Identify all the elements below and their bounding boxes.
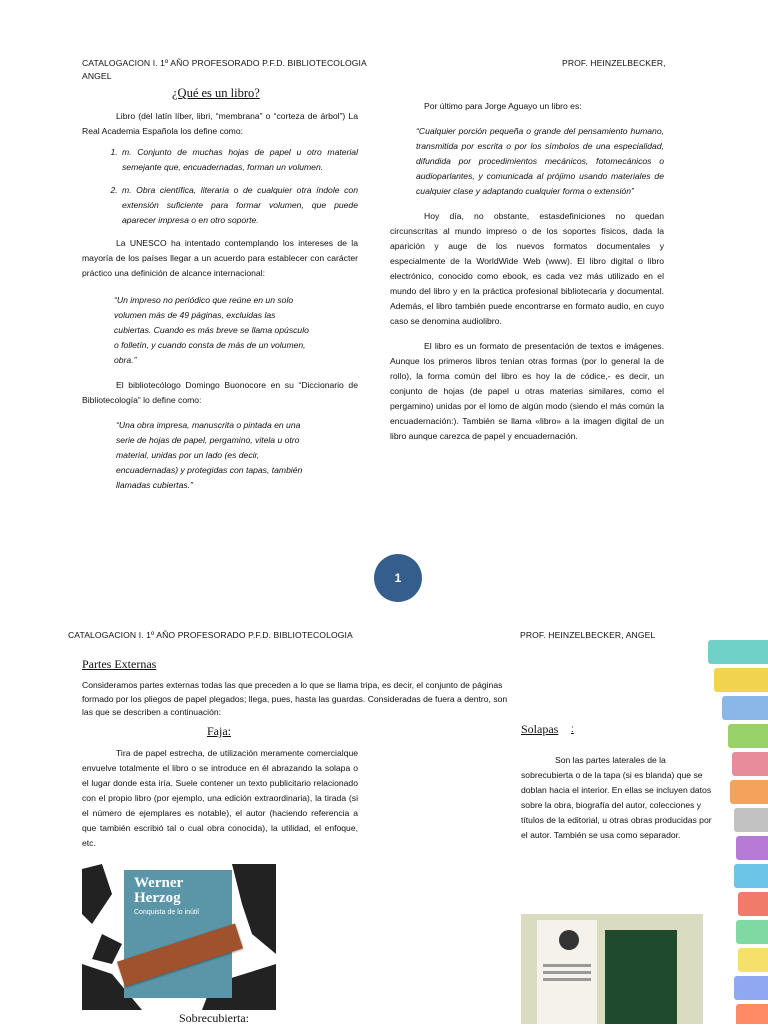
solapas-text	[521, 753, 713, 843]
book-icon	[738, 948, 768, 972]
solapas-title: Solapas	[521, 722, 559, 736]
green-book-cover	[605, 930, 677, 1024]
book-icon	[732, 752, 768, 776]
text-line-icon	[543, 971, 591, 974]
page2-header-left: CATALOGACION I. 1º AÑO PROFESORADO P.F.D. BIBLIOTECOLOGIA	[68, 630, 353, 640]
book-icon	[736, 836, 768, 860]
hoy-dia-paragraph: Hoy día, no obstante, estasdefiniciones no quedan circunscritas al mundo impreso o de los soportes físicos, dada la aparición y auge de los nuevos formatos documentales y especialmente de la WorldWide Web (www). El libro digital o libro electrónico, conocido como ebook, es cada vez más utilizado en el mundo del libro y en la práctica profesional bibliotecaria y documental. Además, el libro también puede encontrarse en formato audio, en cuyo caso se denomina audiolibro.	[390, 211, 664, 326]
solapas-text-body: Son las partes laterales de la sobrecubierta o de la tapa (si es blanda) que se doblan hacia el interior. En ellas se incluyen datos sobre la obra, biografía del autor, colecciones y títulos de la editorial, u otras obras producidas por el autor. También se usa como separador.	[521, 755, 712, 840]
page2-header-right: PROF. HEINZELBECKER, ANGEL	[520, 630, 656, 640]
partes-externas-title: Partes Externas	[82, 657, 157, 671]
buonocore-quote: “Una obra impresa, manuscrita o pintada en una serie de hojas de papel, pergamino, vitela u otro material, unidas por un lado (es decir, encuadernadas) y protegidas con tapas, también llamadas cubiertas.”	[116, 420, 303, 490]
book-icon	[734, 808, 768, 832]
book-stack-decoration	[704, 640, 768, 1024]
book-icon	[736, 920, 768, 944]
book-icon	[708, 640, 768, 664]
unesco-quote: “Un impreso no periódico que reúne en un solo volumen más de 49 páginas, excluidas las cubiertas. Cuando es más breve se llama opúsculo o folletín, y cuando consta de más de un volumen, obra.”	[114, 295, 309, 365]
solapas-colon: :	[571, 724, 574, 735]
rae-definitions	[82, 145, 358, 228]
page1-header-name: ANGEL	[82, 71, 112, 81]
book-icon	[728, 724, 768, 748]
page1-right-column	[390, 99, 664, 444]
definition-2: 2. m. Obra científica, literaria o de cualquier otra índole con extensión suficiente para formar volumen, que puede aparecer impresa o en otro soporte.	[120, 183, 358, 228]
page-number-badge: 1	[374, 554, 422, 602]
book-icon	[738, 892, 768, 916]
book-icon	[736, 1004, 768, 1024]
faja-text: Tira de papel estrecha, de utilización meramente comercialque envuelve totalmente el libro o se introduce en él abrazando la solapa o el lugar donde esta iría. Suele contener un texto publicitario relacionado con el propio libro (por ejemplo, una edición extraordinaria), la tirada (si el número de ejemplares es notable), el autor (haciendo referencia a que también escribió tal o cual obra conocida), la utilidad, el enfoque, etc.	[82, 748, 358, 848]
flap-page	[537, 920, 597, 1024]
aguayo-paragraph: Por último para Jorge Aguayo un libro es:	[424, 101, 582, 111]
book-cover-title: Conquista de lo inútil	[134, 909, 199, 916]
text-line-icon	[543, 964, 591, 967]
aguayo-quote: “Cualquier porción pequeña o grande del pensamiento humano, transmitida por escrita o por los símbolos de una especialidad, difundida por procedimientos mecánicos, fotomecánicos o audioparlantes, y comunicada al prójimo usando materiales de cualquier clase y adaptando cualquier forma o extensión”	[416, 126, 664, 196]
page1-left-column	[82, 109, 358, 493]
partes-externas-text: Consideramos partes externas todas las que preceden a lo que se llama tripa, es decir, el conjunto de páginas formado por los pliegos de papel plegados; llega, pues, hasta las guardas. Consideradas de fuera a dentro, son las que se describen a continuación:	[82, 680, 508, 717]
buonocore-paragraph: El bibliotecólogo Domingo Buonocore en su “Diccionario de Bibliotecología” lo define como:	[82, 380, 358, 405]
page1-header-left: CATALOGACION I. 1º AÑO PROFESORADO P.F.D. BIBLIOTECOLOGIA	[82, 58, 367, 68]
text-line-icon	[543, 978, 591, 981]
solapas-photo	[521, 914, 703, 1024]
definition-1: 1. m. Conjunto de muchas hojas de papel u otro material semejante que, encuadernadas, forman un volumen.	[120, 145, 358, 175]
sobrecubierta-title: Sobrecubierta:	[179, 1011, 249, 1025]
page1-header-right: PROF. HEINZELBECKER,	[562, 58, 666, 68]
book-icon	[722, 696, 768, 720]
book-icon	[730, 780, 768, 804]
intro-paragraph: Libro (del latín líber, libri, “membrana” o “corteza de árbol”) La Real Academia Española los define como:	[82, 111, 358, 136]
book-icon	[714, 668, 768, 692]
faja-book-image	[82, 864, 276, 1010]
author-photo-icon	[559, 930, 579, 950]
formato-paragraph: El libro es un formato de presentación de textos e imágenes. Aunque los primeros libros tenían otras formas (por lo general la de rollo), la forma común del libro es hoy la de códice,- es decir, un conjunto de hojas (de papel u otras materias similares, como el pergamino) unidas por el lomo de algún modo (siendo el más común la encuadernación:). También se llama «libro» a la imagen digital de un libro aunque carezca de papel y encuadernación.	[390, 341, 664, 441]
unesco-paragraph: La UNESCO ha intentado contemplando los intereses de la mayoría de los países llegar a un acuerdo para establecer con carácter práctico una definición de alcance internacional:	[82, 238, 358, 278]
book-icon	[734, 976, 768, 1000]
page1-title: ¿Qué es un libro?	[172, 86, 260, 100]
book-icon	[734, 864, 768, 888]
book-cover-author: Werner Herzog	[134, 875, 183, 906]
faja-title: Faja:	[207, 724, 231, 738]
